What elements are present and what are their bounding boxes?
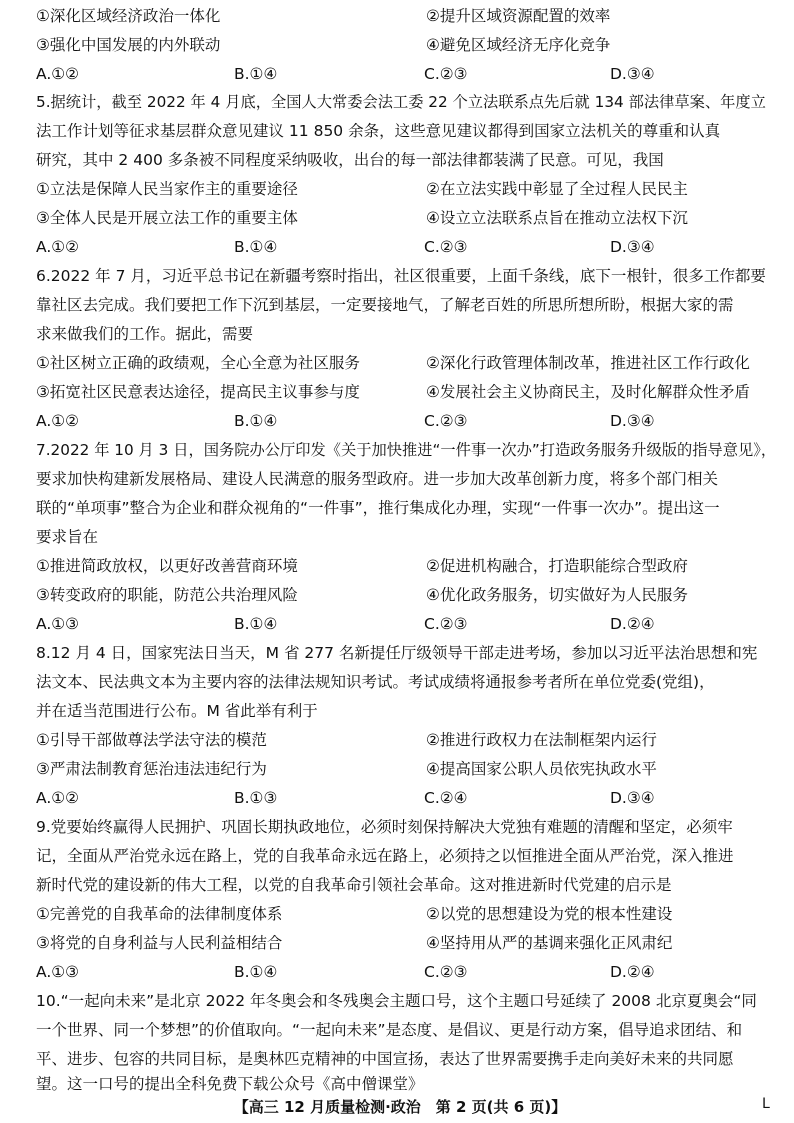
choice-a: A.①② bbox=[36, 65, 80, 83]
q9-option-4: ④坚持用从严的基调来强化正风肃纪 bbox=[426, 934, 673, 952]
q5-option-1: ①立法是保障人民当家作主的重要途径 bbox=[36, 180, 298, 198]
choice-b: B.①④ bbox=[234, 238, 278, 256]
page-footer: 【高三 12 月质量检测·政治 第 2 页(共 6 页)】 bbox=[233, 1098, 567, 1116]
q7-stem-line-1: 7.2022 年 10 月 3 日，国务院办公厅印发《关于加快推进“一件事一次办”打造政务服务升级版的指导意见》， bbox=[36, 441, 777, 459]
q7-stem-line-2: 要求加快构建新发展格局、建设人民满意的服务型政府。进一步加大改革创新力度，将多个部门相关 bbox=[36, 470, 719, 488]
q9-option-3: ③将党的自身利益与人民利益相结合 bbox=[36, 934, 283, 952]
choice-b: B.①④ bbox=[234, 65, 278, 83]
q8-option-2: ②推进行政权力在法制框架内运行 bbox=[426, 731, 657, 749]
q7-option-1: ①推进简政放权，以更好改善营商环境 bbox=[36, 557, 298, 575]
choice-c: C.②③ bbox=[424, 65, 468, 83]
q9-options-row-1 bbox=[36, 904, 776, 926]
q6-option-1: ①社区树立正确的政绩观，全心全意为社区服务 bbox=[36, 354, 360, 372]
q4-option-3: ③强化中国发展的内外联动 bbox=[36, 36, 221, 54]
q4-option-1: ①深化区域经济政治一体化 bbox=[36, 7, 221, 25]
q8-stem-line-1: 8.12 月 4 日，国家宪法日当天，M 省 277 名新提任厅级领导干部走进考场，参加以习近平法治思想和宪 bbox=[36, 644, 758, 662]
q8-stem-line-3: 并在适当范围进行公布。M 省此举有利于 bbox=[36, 702, 318, 720]
choice-b: B.①④ bbox=[234, 412, 278, 430]
q5-stem-line-2: 法工作计划等征求基层群众意见建议 11 850 余条，这些意见建议都得到国家立法机关的尊重和认真 bbox=[36, 122, 721, 140]
q9-stem-line-3: 新时代党的建设新的伟大工程，以党的自我革命引领社会革命。这对推进新时代党建的启示是 bbox=[36, 876, 672, 894]
choice-d: D.③④ bbox=[610, 65, 655, 83]
q6-answer-choices bbox=[36, 411, 776, 433]
q5-answer-choices bbox=[36, 237, 776, 259]
q4-options-row-1 bbox=[36, 6, 776, 28]
choice-b: B.①④ bbox=[234, 615, 278, 633]
q10-stem-line-2: 一个世界、同一个梦想”的价值取向。“一起向未来”是态度、是倡议、更是行动方案，倡导追求团结、和 bbox=[36, 1021, 743, 1039]
q7-options-row-1 bbox=[36, 556, 776, 578]
q7-stem-line-4: 要求旨在 bbox=[36, 528, 99, 546]
q8-option-3: ③严肃法制教育惩治违法违纪行为 bbox=[36, 760, 267, 778]
choice-c: C.②③ bbox=[424, 963, 468, 981]
q6-option-2: ②深化行政管理体制改革，推进社区工作行政化 bbox=[426, 354, 750, 372]
q10-stem-line-4: 望。这一口号的提出全科免费下载公众号《高中僧课堂》 bbox=[36, 1075, 424, 1093]
choice-a: A.①② bbox=[36, 238, 80, 256]
q8-answer-choices bbox=[36, 788, 776, 810]
q9-options-row-2 bbox=[36, 933, 776, 955]
choice-b: B.①④ bbox=[234, 963, 278, 981]
q4-option-2: ②提升区域资源配置的效率 bbox=[426, 7, 611, 25]
choice-c: C.②③ bbox=[424, 615, 468, 633]
choice-d: D.②④ bbox=[610, 615, 655, 633]
q7-option-2: ②促进机构融合，打造职能综合型政府 bbox=[426, 557, 688, 575]
q6-stem-line-1: 6.2022 年 7 月，习近平总书记在新疆考察时指出，社区很重要，上面千条线，底下一根针，很多工作都要 bbox=[36, 267, 766, 285]
q4-answer-choices bbox=[36, 64, 776, 86]
choice-c: C.②③ bbox=[424, 412, 468, 430]
q6-options-row-1 bbox=[36, 353, 776, 375]
q8-option-4: ④提高国家公职人员依宪执政水平 bbox=[426, 760, 657, 778]
q9-option-2: ②以党的思想建设为党的根本性建设 bbox=[426, 905, 673, 923]
q5-stem-line-3: 研究，其中 2 400 多条被不同程度采纳吸收，出台的每一部法律都装满了民意。可见，我国 bbox=[36, 151, 664, 169]
q4-option-4: ④避免区域经济无序化竞争 bbox=[426, 36, 611, 54]
q10-stem-line-1: 10.“一起向未来”是北京 2022 年冬奥会和冬残奥会主题口号，这个主题口号延续了 2008 北京夏奥会“同 bbox=[36, 992, 757, 1010]
choice-a: A.①② bbox=[36, 412, 80, 430]
q6-option-3: ③拓宽社区民意表达途径，提高民主议事参与度 bbox=[36, 383, 360, 401]
choice-c: C.②③ bbox=[424, 238, 468, 256]
choice-d: D.③④ bbox=[610, 789, 655, 807]
q5-option-2: ②在立法实践中彰显了全过程人民民主 bbox=[426, 180, 688, 198]
choice-b: B.①③ bbox=[234, 789, 278, 807]
q7-answer-choices bbox=[36, 614, 776, 636]
choice-a: A.①② bbox=[36, 789, 80, 807]
q8-options-row-2 bbox=[36, 759, 776, 781]
choice-d: D.③④ bbox=[610, 238, 655, 256]
q5-options-row-2 bbox=[36, 208, 776, 230]
q6-options-row-2 bbox=[36, 382, 776, 404]
q8-options-row-1 bbox=[36, 730, 776, 752]
q9-option-1: ①完善党的自我革命的法律制度体系 bbox=[36, 905, 283, 923]
choice-c: C.②④ bbox=[424, 789, 468, 807]
q6-option-4: ④发展社会主义协商民主，及时化解群众性矛盾 bbox=[426, 383, 750, 401]
q7-options-row-2 bbox=[36, 585, 776, 607]
q6-stem-line-2: 靠社区去完成。我们要把工作下沉到基层，一定要接地气，了解老百姓的所思所想所盼，根据大家的需 bbox=[36, 296, 734, 314]
q9-stem-line-1: 9.党要始终赢得人民拥护、巩固长期执政地位，必须时刻保持解决大党独有难题的清醒和坚定，必须牢 bbox=[36, 818, 733, 836]
q7-option-3: ③转变政府的职能，防范公共治理风险 bbox=[36, 586, 298, 604]
q5-option-4: ④设立立法联系点旨在推动立法权下沉 bbox=[426, 209, 688, 227]
choice-d: D.③④ bbox=[610, 412, 655, 430]
choice-a: A.①③ bbox=[36, 963, 80, 981]
q7-option-4: ④优化政务服务，切实做好为人民服务 bbox=[426, 586, 688, 604]
q7-stem-line-3: 联的“单项事”整合为企业和群众视角的“一件事”，推行集成化办理，实现“一件事一次办”。提出这一 bbox=[36, 499, 720, 517]
q5-options-row-1 bbox=[36, 179, 776, 201]
corner-mark: L bbox=[762, 1096, 770, 1112]
q8-stem-line-2: 法文本、民法典文本为主要内容的法律法规知识考试。考试成绩将通报参考者所在单位党委(党组)， bbox=[36, 673, 715, 691]
q9-answer-choices bbox=[36, 962, 776, 984]
q4-options-row-2 bbox=[36, 35, 776, 57]
q8-option-1: ①引导干部做尊法学法守法的模范 bbox=[36, 731, 267, 749]
q5-stem-line-1: 5.据统计，截至 2022 年 4 月底，全国人大常委会法工委 22 个立法联系点先后就 134 部法律草案、年度立 bbox=[36, 93, 766, 111]
q5-option-3: ③全体人民是开展立法工作的重要主体 bbox=[36, 209, 298, 227]
choice-d: D.②④ bbox=[610, 963, 655, 981]
q10-stem-line-3: 平、进步、包容的共同目标，是奥林匹克精神的中国宣扬，表达了世界需要携手走向美好未来的共同愿 bbox=[36, 1050, 734, 1068]
choice-a: A.①③ bbox=[36, 615, 80, 633]
q9-stem-line-2: 记，全面从严治党永远在路上，党的自我革命永远在路上，必须持之以恒推进全面从严治党，深入推进 bbox=[36, 847, 734, 865]
q6-stem-line-3: 求来做我们的工作。据此，需要 bbox=[36, 325, 254, 343]
